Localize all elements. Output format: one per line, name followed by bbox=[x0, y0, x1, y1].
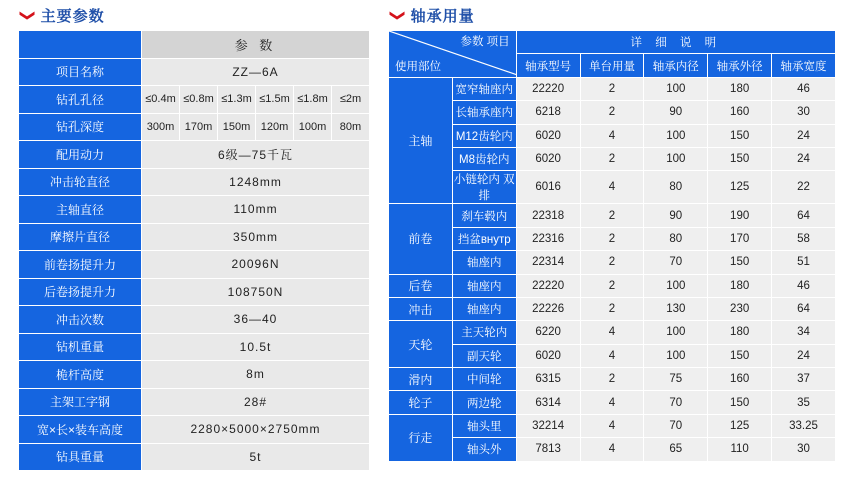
cell-outer: 190 bbox=[708, 204, 772, 227]
cell-qty: 4 bbox=[580, 124, 644, 147]
diagonal-header-bottom: 使用部位 bbox=[395, 60, 441, 73]
table-row bbox=[19, 361, 370, 389]
cell-model: 22220 bbox=[516, 274, 580, 297]
row-label: 冲击次数 bbox=[19, 306, 142, 334]
table-row bbox=[19, 306, 370, 334]
row-value-cell: 150m bbox=[218, 113, 256, 141]
header-cell-blank bbox=[19, 31, 142, 59]
cell-qty: 2 bbox=[580, 368, 644, 391]
cell-model: 22318 bbox=[516, 204, 580, 227]
part-label: 主天轮内 bbox=[452, 321, 516, 344]
cell-qty: 2 bbox=[580, 147, 644, 170]
row-value: ZZ—6A bbox=[142, 58, 370, 86]
table-row bbox=[19, 168, 370, 196]
cell-inner: 80 bbox=[644, 227, 708, 250]
cell-model: 22316 bbox=[516, 227, 580, 250]
cell-inner: 100 bbox=[644, 321, 708, 344]
row-value-cell: 100m bbox=[294, 113, 332, 141]
cell-model: 6020 bbox=[516, 147, 580, 170]
row-value-cell: ≤1.3m bbox=[218, 86, 256, 114]
table-row bbox=[19, 443, 370, 471]
cell-inner: 80 bbox=[644, 171, 708, 204]
bearing-usage-table bbox=[388, 30, 836, 462]
row-value-cell: ≤1.8m bbox=[294, 86, 332, 114]
cell-width: 30 bbox=[772, 101, 836, 124]
cell-model: 6218 bbox=[516, 101, 580, 124]
group-label: 天轮 bbox=[389, 321, 453, 368]
cell-outer: 230 bbox=[708, 297, 772, 320]
header-cell-parameters: 参 数 bbox=[142, 31, 370, 59]
row-value: 36—40 bbox=[142, 306, 370, 334]
table-row bbox=[389, 251, 836, 274]
table-row bbox=[19, 251, 370, 279]
cell-inner: 100 bbox=[644, 344, 708, 367]
cell-width: 51 bbox=[772, 251, 836, 274]
row-value-cell: 300m bbox=[142, 113, 180, 141]
table-row bbox=[19, 416, 370, 444]
row-value: 1248mm bbox=[142, 168, 370, 196]
row-label: 桅杆高度 bbox=[19, 361, 142, 389]
cell-inner: 65 bbox=[644, 438, 708, 461]
row-label: 宽×长×装车高度 bbox=[19, 416, 142, 444]
chevron-down-icon: ❮ bbox=[17, 8, 35, 22]
table-row bbox=[389, 297, 836, 320]
cell-model: 22220 bbox=[516, 77, 580, 100]
cell-model: 6314 bbox=[516, 391, 580, 414]
cell-qty: 4 bbox=[580, 321, 644, 344]
cell-model: 6220 bbox=[516, 321, 580, 344]
part-label: 宽窄轴座内 bbox=[452, 77, 516, 100]
cell-model: 6020 bbox=[516, 124, 580, 147]
table-row bbox=[389, 368, 836, 391]
part-label: M8齿轮内 bbox=[452, 147, 516, 170]
diagonal-header-top: 参数 项目 bbox=[460, 36, 510, 48]
part-label: M12齿轮内 bbox=[452, 124, 516, 147]
cell-model: 22314 bbox=[516, 251, 580, 274]
part-label: 副天轮 bbox=[452, 344, 516, 367]
table-header-row bbox=[19, 31, 370, 59]
part-label: 中间轮 bbox=[452, 368, 516, 391]
cell-outer: 180 bbox=[708, 77, 772, 100]
part-label: 刹车毂内 bbox=[452, 204, 516, 227]
cell-inner: 90 bbox=[644, 101, 708, 124]
cell-width: 24 bbox=[772, 147, 836, 170]
part-label: 轴头里 bbox=[452, 414, 516, 437]
table-row bbox=[389, 124, 836, 147]
table-row bbox=[389, 438, 836, 461]
cell-model: 22226 bbox=[516, 297, 580, 320]
cell-inner: 70 bbox=[644, 391, 708, 414]
cell-inner: 70 bbox=[644, 414, 708, 437]
row-value-cell: ≤2m bbox=[332, 86, 370, 114]
cell-inner: 100 bbox=[644, 274, 708, 297]
cell-model: 32214 bbox=[516, 414, 580, 437]
row-label: 主架工字钢 bbox=[19, 388, 142, 416]
cell-outer: 170 bbox=[708, 227, 772, 250]
cell-qty: 2 bbox=[580, 77, 644, 100]
row-value: 2280×5000×2750mm bbox=[142, 416, 370, 444]
group-label: 滑内 bbox=[389, 368, 453, 391]
column-header: 轴承内径 bbox=[644, 54, 708, 77]
cell-qty: 2 bbox=[580, 297, 644, 320]
table-row bbox=[389, 147, 836, 170]
row-value-cell: 120m bbox=[256, 113, 294, 141]
cell-outer: 150 bbox=[708, 391, 772, 414]
table-row bbox=[389, 274, 836, 297]
row-value-cell: ≤0.8m bbox=[180, 86, 218, 114]
row-label: 钻孔孔径 bbox=[19, 86, 142, 114]
cell-width: 24 bbox=[772, 344, 836, 367]
table-row bbox=[389, 171, 836, 204]
cell-outer: 110 bbox=[708, 438, 772, 461]
cell-width: 33.25 bbox=[772, 414, 836, 437]
cell-width: 35 bbox=[772, 391, 836, 414]
table-row bbox=[19, 86, 370, 114]
cell-inner: 100 bbox=[644, 147, 708, 170]
table-row bbox=[19, 141, 370, 169]
row-label: 摩擦片直径 bbox=[19, 223, 142, 251]
row-value-cell: 170m bbox=[180, 113, 218, 141]
cell-qty: 2 bbox=[580, 251, 644, 274]
group-label: 轮子 bbox=[389, 391, 453, 414]
cell-qty: 4 bbox=[580, 391, 644, 414]
part-label: 轴头外 bbox=[452, 438, 516, 461]
row-value: 350mm bbox=[142, 223, 370, 251]
table-row bbox=[19, 223, 370, 251]
row-value: 5t bbox=[142, 443, 370, 471]
cell-outer: 150 bbox=[708, 124, 772, 147]
cell-qty: 4 bbox=[580, 344, 644, 367]
cell-inner: 75 bbox=[644, 368, 708, 391]
row-label: 钻机重量 bbox=[19, 333, 142, 361]
table-row bbox=[389, 391, 836, 414]
part-label: 轴座内 bbox=[452, 251, 516, 274]
cell-outer: 125 bbox=[708, 414, 772, 437]
group-label: 行走 bbox=[389, 414, 453, 461]
cell-width: 34 bbox=[772, 321, 836, 344]
diagonal-header-cell bbox=[389, 31, 517, 78]
row-value: 6级—75千瓦 bbox=[142, 141, 370, 169]
page-title-main-parameters: 主要参数 bbox=[40, 7, 105, 25]
row-label: 钻孔深度 bbox=[19, 113, 142, 141]
cell-width: 24 bbox=[772, 124, 836, 147]
cell-model: 7813 bbox=[516, 438, 580, 461]
row-value: 108750N bbox=[142, 278, 370, 306]
cell-model: 6020 bbox=[516, 344, 580, 367]
table-row bbox=[389, 227, 836, 250]
group-label: 主轴 bbox=[389, 77, 453, 204]
part-label: 小链轮内 双排 bbox=[452, 171, 516, 204]
cell-inner: 100 bbox=[644, 77, 708, 100]
table-row bbox=[19, 388, 370, 416]
part-label: 两边轮 bbox=[452, 391, 516, 414]
table-row bbox=[19, 58, 370, 86]
cell-outer: 180 bbox=[708, 274, 772, 297]
group-label: 冲击 bbox=[389, 297, 453, 320]
chevron-down-icon: ❮ bbox=[387, 8, 405, 22]
row-value-cell: 80m bbox=[332, 113, 370, 141]
row-value: 110mm bbox=[142, 196, 370, 224]
row-label: 主轴直径 bbox=[19, 196, 142, 224]
group-label: 前卷 bbox=[389, 204, 453, 274]
cell-outer: 150 bbox=[708, 344, 772, 367]
cell-width: 22 bbox=[772, 171, 836, 204]
table-row bbox=[389, 101, 836, 124]
cell-inner: 130 bbox=[644, 297, 708, 320]
row-value: 8m bbox=[142, 361, 370, 389]
column-header: 单台用量 bbox=[580, 54, 644, 77]
row-value: 20096N bbox=[142, 251, 370, 279]
panel-main-parameters bbox=[18, 0, 370, 471]
cell-width: 37 bbox=[772, 368, 836, 391]
header-cell-detail: 详 细 说 明 bbox=[516, 31, 835, 54]
column-header: 轴承外径 bbox=[708, 54, 772, 77]
cell-qty: 4 bbox=[580, 414, 644, 437]
table-row bbox=[19, 278, 370, 306]
table-row bbox=[19, 333, 370, 361]
cell-model: 6016 bbox=[516, 171, 580, 204]
cell-outer: 160 bbox=[708, 101, 772, 124]
row-label: 配用动力 bbox=[19, 141, 142, 169]
cell-qty: 4 bbox=[580, 438, 644, 461]
cell-model: 6315 bbox=[516, 368, 580, 391]
part-label: 挡盆внутр bbox=[452, 227, 516, 250]
cell-outer: 150 bbox=[708, 147, 772, 170]
cell-outer: 180 bbox=[708, 321, 772, 344]
cell-inner: 90 bbox=[644, 204, 708, 227]
part-label: 轴座内 bbox=[452, 274, 516, 297]
column-header: 轴承型号 bbox=[516, 54, 580, 77]
group-label: 后卷 bbox=[389, 274, 453, 297]
cell-inner: 70 bbox=[644, 251, 708, 274]
panel-header-bearing-usage bbox=[388, 0, 836, 30]
row-value-cell: ≤0.4m bbox=[142, 86, 180, 114]
cell-outer: 150 bbox=[708, 251, 772, 274]
row-label: 后卷扬提升力 bbox=[19, 278, 142, 306]
cell-qty: 2 bbox=[580, 204, 644, 227]
table-row bbox=[389, 344, 836, 367]
cell-qty: 2 bbox=[580, 274, 644, 297]
part-label: 轴座内 bbox=[452, 297, 516, 320]
cell-width: 64 bbox=[772, 297, 836, 320]
row-label: 项目名称 bbox=[19, 58, 142, 86]
cell-qty: 2 bbox=[580, 227, 644, 250]
table-row bbox=[19, 113, 370, 141]
cell-width: 30 bbox=[772, 438, 836, 461]
panel-header-main-parameters bbox=[18, 0, 370, 30]
table-row bbox=[389, 414, 836, 437]
table-row bbox=[389, 77, 836, 100]
panel-bearing-usage bbox=[388, 0, 836, 462]
row-value: 28# bbox=[142, 388, 370, 416]
row-value: 10.5t bbox=[142, 333, 370, 361]
cell-outer: 160 bbox=[708, 368, 772, 391]
part-label: 长轴承座内 bbox=[452, 101, 516, 124]
table-row bbox=[389, 204, 836, 227]
table-header-row-1 bbox=[389, 31, 836, 54]
column-header: 轴承宽度 bbox=[772, 54, 836, 77]
table-row bbox=[19, 196, 370, 224]
page-title-bearing-usage: 轴承用量 bbox=[410, 7, 475, 25]
cell-outer: 125 bbox=[708, 171, 772, 204]
cell-width: 46 bbox=[772, 274, 836, 297]
main-parameters-table bbox=[18, 30, 370, 471]
cell-qty: 2 bbox=[580, 101, 644, 124]
row-label: 前卷扬提升力 bbox=[19, 251, 142, 279]
cell-width: 64 bbox=[772, 204, 836, 227]
table-row bbox=[389, 321, 836, 344]
row-label: 冲击轮直径 bbox=[19, 168, 142, 196]
cell-qty: 4 bbox=[580, 171, 644, 204]
cell-inner: 100 bbox=[644, 124, 708, 147]
cell-width: 46 bbox=[772, 77, 836, 100]
row-value-cell: ≤1.5m bbox=[256, 86, 294, 114]
cell-width: 58 bbox=[772, 227, 836, 250]
row-label: 钻具重量 bbox=[19, 443, 142, 471]
